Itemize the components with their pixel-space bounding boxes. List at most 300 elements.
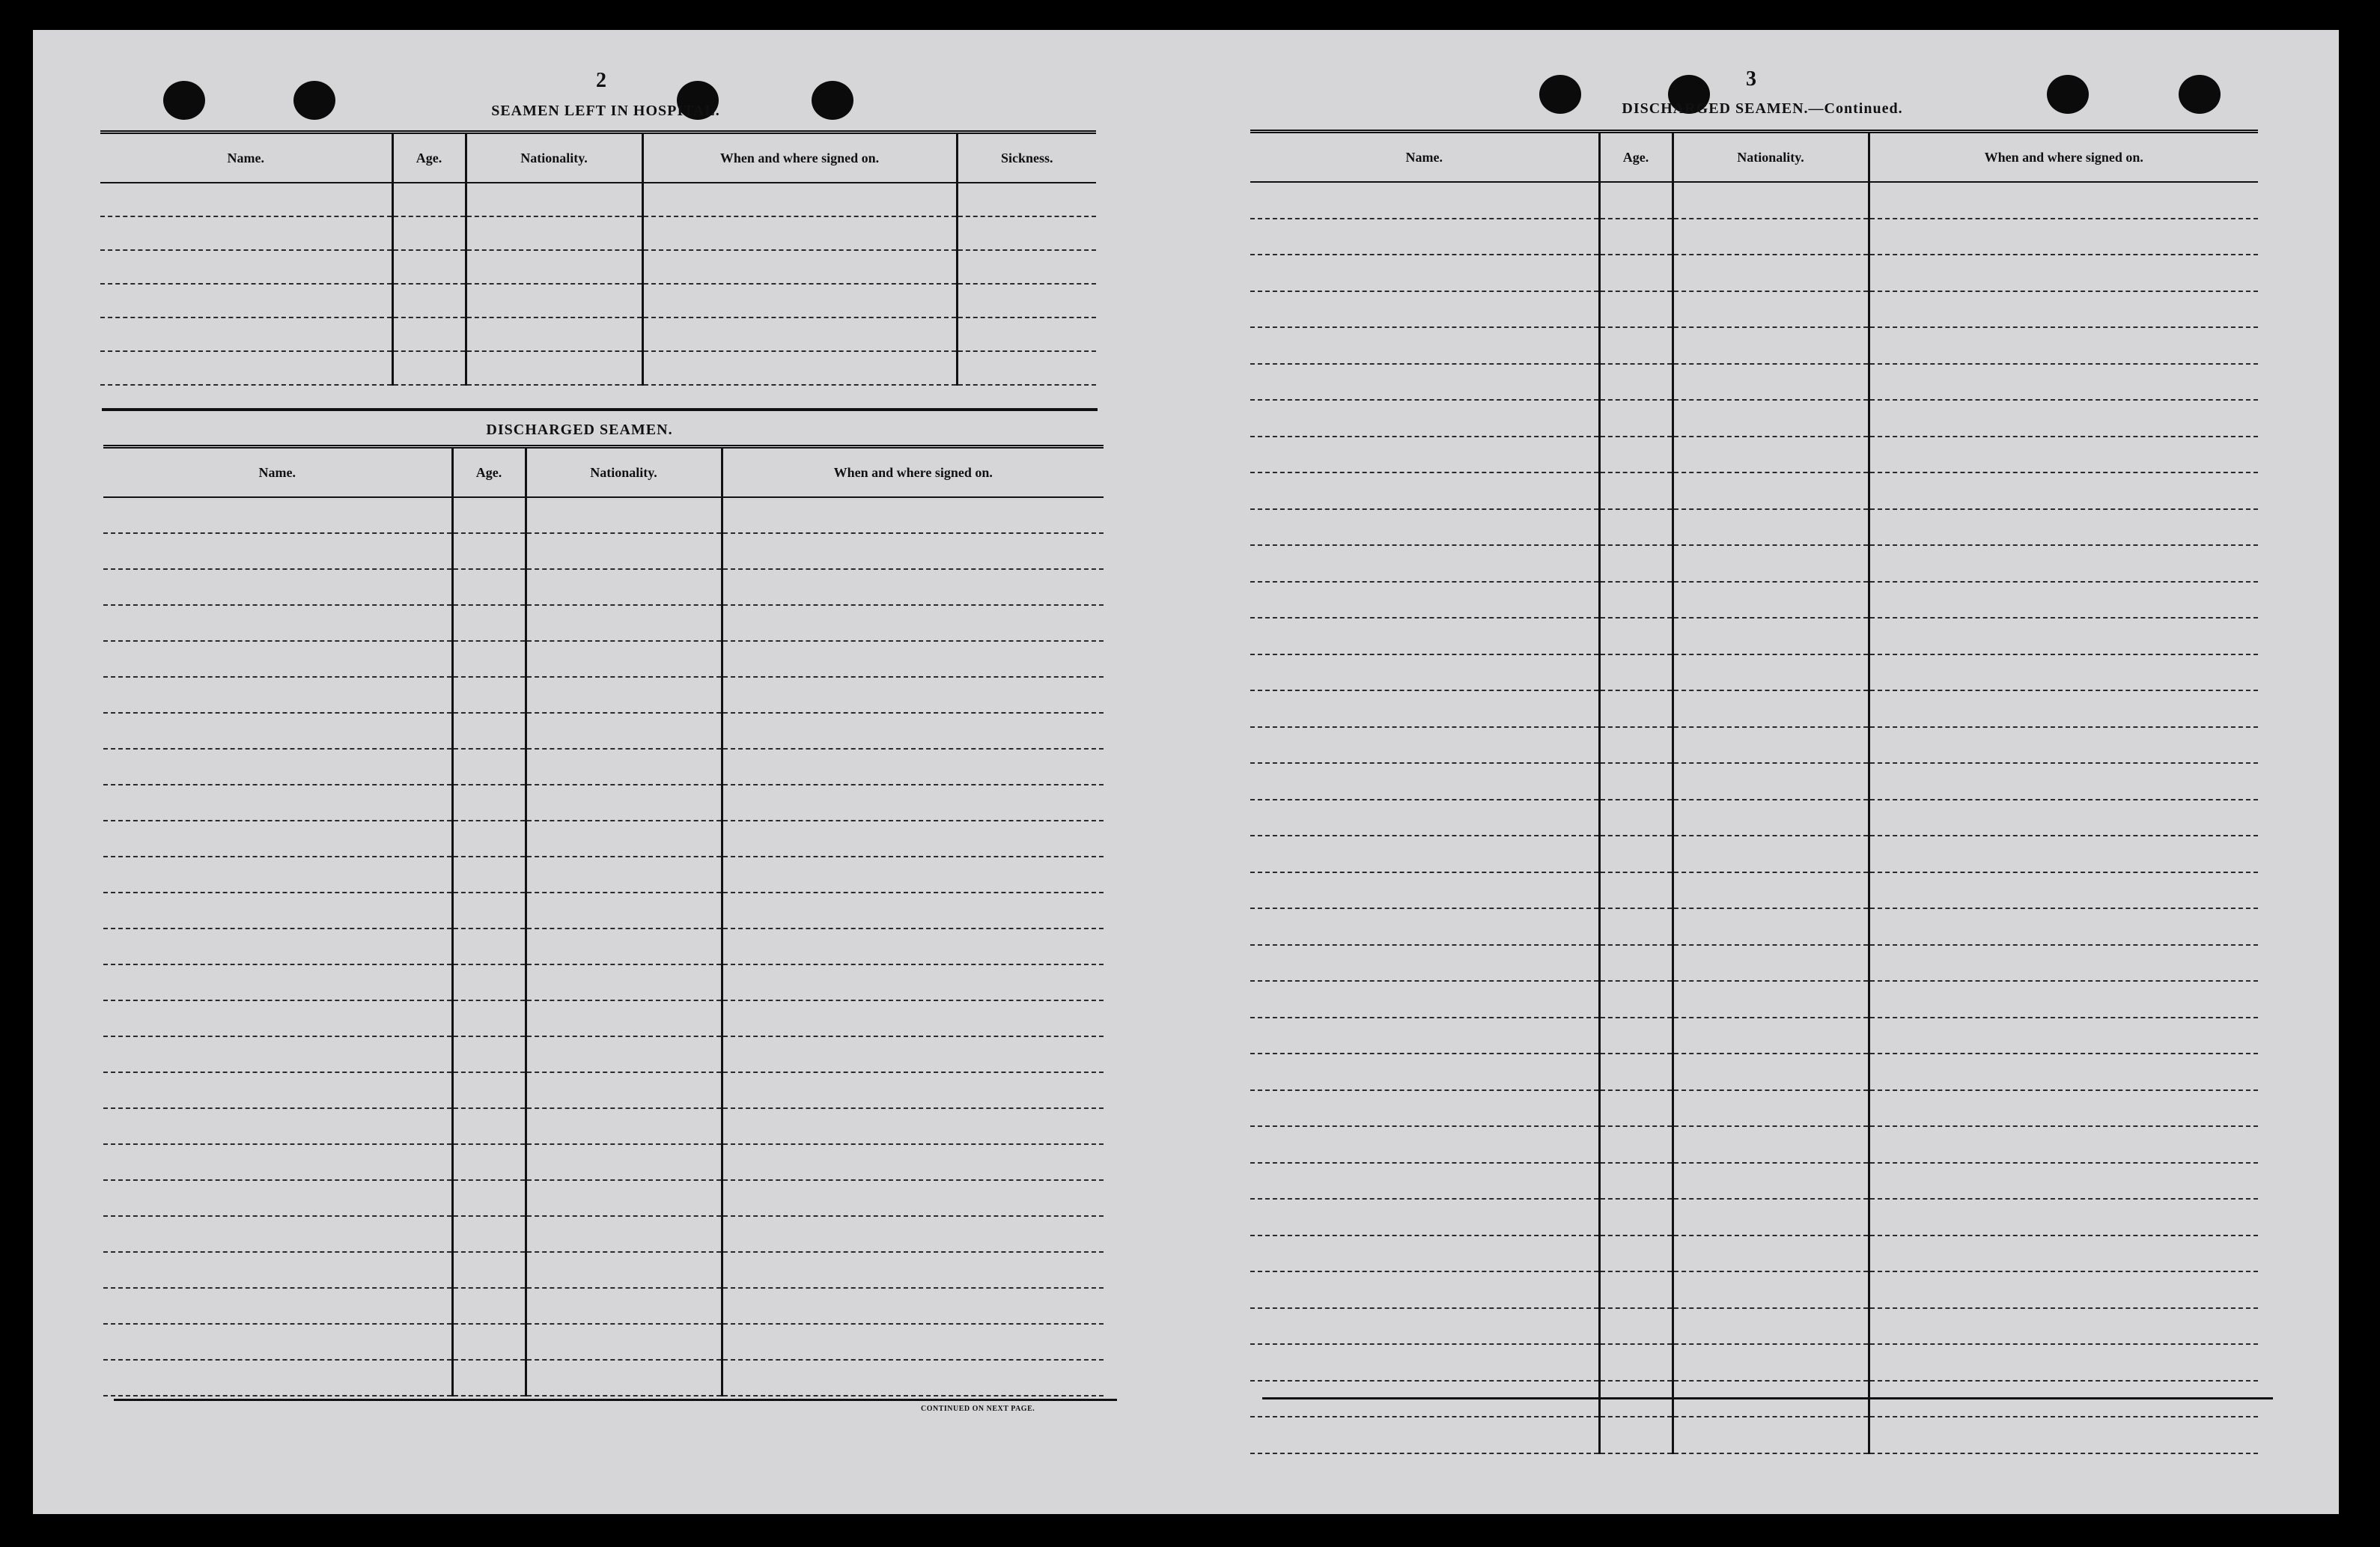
ledger-cell [722,1216,1104,1252]
ledger-cell [1250,872,1599,909]
ledger-cell [1673,981,1869,1018]
ledger-cell [1869,800,2258,836]
ledger-cell [1673,219,1869,255]
ledger-cell [100,250,392,284]
ledger-cell [642,284,957,317]
ledger-cell [1673,1236,1869,1272]
ledger-cell [526,1144,722,1180]
ledger-cell [452,641,526,677]
ledger-row [103,857,1104,893]
ledger-row [103,1180,1104,1216]
discharged-section-title: DISCHARGED SEAMEN. [486,422,673,438]
ledger-cell [722,857,1104,893]
ledger-cell [100,183,392,216]
ledger-row [1250,908,2258,945]
ledger-cell [722,749,1104,785]
ledger-row [1250,509,2258,546]
ledger-cell [103,497,452,533]
ledger-cell [1869,618,2258,654]
ledger-cell [103,857,452,893]
ledger-cell [1869,872,2258,909]
ledger-cell [1250,1018,1599,1054]
ledger-cell [1673,1163,1869,1200]
ledger-cell [392,183,466,216]
ledger-cell [1673,545,1869,582]
ledger-cell [526,569,722,605]
ledger-row [103,497,1104,533]
ledger-cell [957,317,1096,351]
ledger-cell [526,928,722,964]
ledger-cell [722,1288,1104,1324]
ledger-cell [103,1324,452,1360]
ledger-cell [1869,545,2258,582]
ledger-cell [103,1216,452,1252]
ledger-cell [1673,763,1869,800]
ledger-cell [1250,690,1599,727]
ledger-cell [722,713,1104,749]
ledger-cell [452,1180,526,1216]
ledger-cell [392,284,466,317]
ledger-cell [722,1036,1104,1072]
ledger-row [1250,255,2258,291]
ledger-cell [452,928,526,964]
ledger-cell [103,1288,452,1324]
ledger-cell [1250,1090,1599,1127]
discharged-continued-table [1250,130,2258,1454]
ledger-cell [1250,618,1599,654]
ledger-cell [1599,1344,1673,1381]
ledger-cell [452,1000,526,1036]
ledger-row [1250,1417,2258,1453]
ledger-cell [526,1108,722,1144]
ledger-cell [103,533,452,569]
ledger-cell [1869,472,2258,509]
ledger-row [103,893,1104,928]
ledger-cell [722,1144,1104,1180]
ledger-cell [466,183,642,216]
ledger-cell [103,1072,452,1108]
ledger-cell [1250,219,1599,255]
ledger-cell [103,605,452,641]
continued-note: CONTINUED ON NEXT PAGE. [921,1405,1035,1413]
ledger-cell [1250,1199,1599,1236]
ledger-cell [103,1252,452,1288]
column-header: When and where signed on. [722,447,1104,498]
ledger-cell [452,713,526,749]
ledger-cell [452,893,526,928]
ledger-cell [103,677,452,713]
ledger-cell [103,964,452,1000]
ledger-cell [1869,1344,2258,1381]
ledger-cell [1869,1163,2258,1200]
ledger-cell [1599,1236,1673,1272]
ledger-cell [452,785,526,821]
ledger-row [1250,327,2258,364]
punch-hole [1539,75,1581,114]
ledger-cell [1599,1054,1673,1090]
ledger-cell [1869,400,2258,437]
ledger-cell [957,250,1096,284]
ledger-cell [103,928,452,964]
ledger-cell [103,713,452,749]
ledger-cell [722,821,1104,857]
ledger-cell [1869,654,2258,691]
ledger-cell [452,1036,526,1072]
ledger-cell [1599,364,1673,401]
punch-hole [812,81,853,120]
ledger-cell [526,893,722,928]
column-header: Sickness. [957,133,1096,183]
ledger-cell [526,677,722,713]
ledger-cell [1250,472,1599,509]
ledger-cell [452,1144,526,1180]
ledger-row [103,713,1104,749]
ledger-cell [1869,981,2258,1018]
ledger-cell [722,1108,1104,1144]
ledger-cell [1250,1271,1599,1308]
ledger-cell [1673,1199,1869,1236]
ledger-row [103,1252,1104,1288]
ledger-cell [1869,690,2258,727]
ledger-cell [103,1360,452,1396]
ledger-cell [1599,1199,1673,1236]
ledger-cell [1250,437,1599,473]
ledger-sheet [33,30,2339,1514]
ledger-cell [1599,1018,1673,1054]
ledger-cell [103,1144,452,1180]
ledger-row [1250,1308,2258,1345]
ledger-cell [526,749,722,785]
column-header: When and where signed on. [642,133,957,183]
ledger-cell [1250,400,1599,437]
ledger-cell [452,1216,526,1252]
ledger-cell [722,533,1104,569]
ledger-cell [642,216,957,250]
ledger-cell [452,533,526,569]
ledger-cell [1250,1344,1599,1381]
ledger-row [1250,945,2258,982]
ledger-cell [1250,945,1599,982]
ledger-cell [1250,364,1599,401]
ledger-cell [1599,908,1673,945]
ledger-cell [1673,291,1869,328]
ledger-cell [452,569,526,605]
ledger-cell [100,351,392,385]
ledger-cell [1250,182,1599,219]
column-header: Name. [1250,132,1599,183]
ledger-cell [1250,981,1599,1018]
ledger-cell [1869,1308,2258,1345]
ledger-cell [103,749,452,785]
ledger-row [1250,437,2258,473]
ledger-row [103,749,1104,785]
ledger-cell [100,284,392,317]
ledger-row [1250,1090,2258,1127]
ledger-cell [1250,763,1599,800]
ledger-cell [452,1360,526,1396]
ledger-cell [722,641,1104,677]
ledger-cell [392,351,466,385]
ledger-cell [642,183,957,216]
ledger-cell [526,1072,722,1108]
ledger-row [1250,690,2258,727]
ledger-cell [1250,291,1599,328]
ledger-cell [1673,908,1869,945]
ledger-row [1250,872,2258,909]
column-header: Name. [103,447,452,498]
ledger-cell [1599,872,1673,909]
ledger-row [103,1036,1104,1072]
ledger-row [103,1144,1104,1180]
ledger-cell [1250,1163,1599,1200]
ledger-row [1250,981,2258,1018]
ledger-cell [957,183,1096,216]
ledger-cell [1869,1090,2258,1127]
ledger-cell [452,857,526,893]
ledger-cell [722,1180,1104,1216]
ledger-cell [100,216,392,250]
ledger-cell [1599,582,1673,619]
ledger-cell [1599,727,1673,764]
ledger-row [1250,1018,2258,1054]
ledger-cell [103,569,452,605]
ledger-row [1250,1199,2258,1236]
ledger-cell [1673,654,1869,691]
ledger-cell [1599,1090,1673,1127]
ledger-row [103,1288,1104,1324]
ledger-cell [103,821,452,857]
ledger-cell [1673,327,1869,364]
ledger-cell [1869,1417,2258,1453]
ledger-row [100,216,1096,250]
ledger-cell [1599,219,1673,255]
ledger-cell [1599,291,1673,328]
column-header: Age. [392,133,466,183]
ledger-cell [526,1000,722,1036]
ledger-cell [1869,727,2258,764]
ledger-cell [1673,1054,1869,1090]
ledger-row [1250,582,2258,619]
ledger-cell [1250,908,1599,945]
ledger-row [103,605,1104,641]
ledger-cell [1599,437,1673,473]
punch-hole [163,81,205,120]
ledger-row [103,785,1104,821]
ledger-cell [1599,472,1673,509]
ledger-cell [526,605,722,641]
ledger-row [1250,1271,2258,1308]
ledger-cell [1250,800,1599,836]
ledger-cell [1599,981,1673,1018]
ledger-cell [1599,690,1673,727]
ledger-cell [1599,836,1673,872]
ledger-row [100,284,1096,317]
right-page-number: 3 [1746,67,1756,91]
ledger-row [103,569,1104,605]
ledger-row [1250,654,2258,691]
punch-hole [2179,75,2221,114]
ledger-cell [1869,255,2258,291]
ledger-row [1250,545,2258,582]
column-header: Name. [100,133,392,183]
ledger-cell [1869,364,2258,401]
ledger-cell [1599,1163,1673,1200]
ledger-cell [957,284,1096,317]
column-header: Nationality. [526,447,722,498]
ledger-cell [392,216,466,250]
ledger-cell [392,317,466,351]
ledger-cell [1673,472,1869,509]
ledger-cell [1599,1271,1673,1308]
ledger-cell [1869,908,2258,945]
ledger-cell [526,1216,722,1252]
ledger-cell [526,1288,722,1324]
ledger-cell [1869,1018,2258,1054]
ledger-cell [1250,327,1599,364]
ledger-cell [103,1180,452,1216]
ledger-cell [466,317,642,351]
ledger-cell [526,1180,722,1216]
ledger-row [103,1072,1104,1108]
ledger-row [100,183,1096,216]
ledger-row [100,317,1096,351]
ledger-cell [722,1072,1104,1108]
ledger-cell [452,1072,526,1108]
ledger-cell [642,250,957,284]
ledger-cell [722,497,1104,533]
ledger-row [1250,763,2258,800]
ledger-cell [1250,654,1599,691]
ledger-cell [1250,1126,1599,1163]
ledger-cell [103,1000,452,1036]
ledger-cell [1869,1126,2258,1163]
column-header: Nationality. [466,133,642,183]
ledger-cell [1673,182,1869,219]
ledger-cell [1869,291,2258,328]
ledger-row [103,1360,1104,1396]
section-divider [102,408,1098,411]
ledger-cell [1673,1417,1869,1453]
ledger-row [1250,1236,2258,1272]
discharged-table [103,445,1104,1396]
ledger-row [100,351,1096,385]
column-header: Nationality. [1673,132,1869,183]
ledger-row [1250,1163,2258,1200]
ledger-cell [1250,1308,1599,1345]
ledger-row [1250,1344,2258,1381]
ledger-cell [722,928,1104,964]
ledger-cell [1869,1199,2258,1236]
ledger-cell [452,1108,526,1144]
ledger-cell [1599,182,1673,219]
ledger-cell [452,1252,526,1288]
ledger-cell [722,893,1104,928]
ledger-cell [1673,800,1869,836]
ledger-row [1250,182,2258,219]
ledger-cell [526,964,722,1000]
ledger-cell [452,497,526,533]
ledger-cell [100,317,392,351]
ledger-cell [1673,400,1869,437]
ledger-cell [103,893,452,928]
ledger-cell [1869,437,2258,473]
ledger-cell [1599,945,1673,982]
ledger-cell [1673,618,1869,654]
ledger-row [103,1000,1104,1036]
ledger-cell [1673,1126,1869,1163]
ledger-row [1250,1126,2258,1163]
ledger-cell [1250,255,1599,291]
ledger-cell [1869,582,2258,619]
ledger-cell [526,1036,722,1072]
hospital-table [100,130,1096,386]
ledger-cell [1673,727,1869,764]
punch-hole [2047,75,2089,114]
ledger-cell [1869,219,2258,255]
ledger-cell [526,1360,722,1396]
ledger-row [1250,727,2258,764]
ledger-cell [1599,327,1673,364]
ledger-cell [526,533,722,569]
bottom-rule [114,1399,1117,1401]
ledger-cell [1250,836,1599,872]
ledger-cell [1250,545,1599,582]
ledger-cell [722,785,1104,821]
ledger-row [1250,364,2258,401]
ledger-row [103,533,1104,569]
ledger-row [1250,400,2258,437]
ledger-cell [1599,763,1673,800]
ledger-cell [1599,618,1673,654]
ledger-row [1250,836,2258,872]
ledger-cell [1869,1236,2258,1272]
ledger-row [100,250,1096,284]
ledger-cell [1869,1271,2258,1308]
ledger-cell [1250,1417,1599,1453]
ledger-cell [526,785,722,821]
ledger-cell [103,785,452,821]
ledger-cell [1673,364,1869,401]
ledger-cell [103,1108,452,1144]
ledger-row [103,1108,1104,1144]
ledger-cell [526,821,722,857]
ledger-cell [452,821,526,857]
ledger-cell [1599,1126,1673,1163]
ledger-cell [466,216,642,250]
ledger-cell [722,605,1104,641]
ledger-cell [1599,255,1673,291]
ledger-cell [957,216,1096,250]
ledger-cell [957,351,1096,385]
ledger-cell [1599,400,1673,437]
ledger-cell [1673,836,1869,872]
ledger-cell [1599,1417,1673,1453]
ledger-cell [1673,1090,1869,1127]
left-page-number: 2 [596,69,606,92]
ledger-cell [1673,437,1869,473]
ledger-cell [1673,255,1869,291]
ledger-cell [466,250,642,284]
ledger-cell [722,1252,1104,1288]
ledger-cell [452,1288,526,1324]
ledger-cell [1599,654,1673,691]
column-header: Age. [1599,132,1673,183]
ledger-row [103,821,1104,857]
punch-hole [293,81,335,120]
ledger-row [1250,618,2258,654]
ledger-cell [1599,1308,1673,1345]
ledger-cell [1673,1344,1869,1381]
